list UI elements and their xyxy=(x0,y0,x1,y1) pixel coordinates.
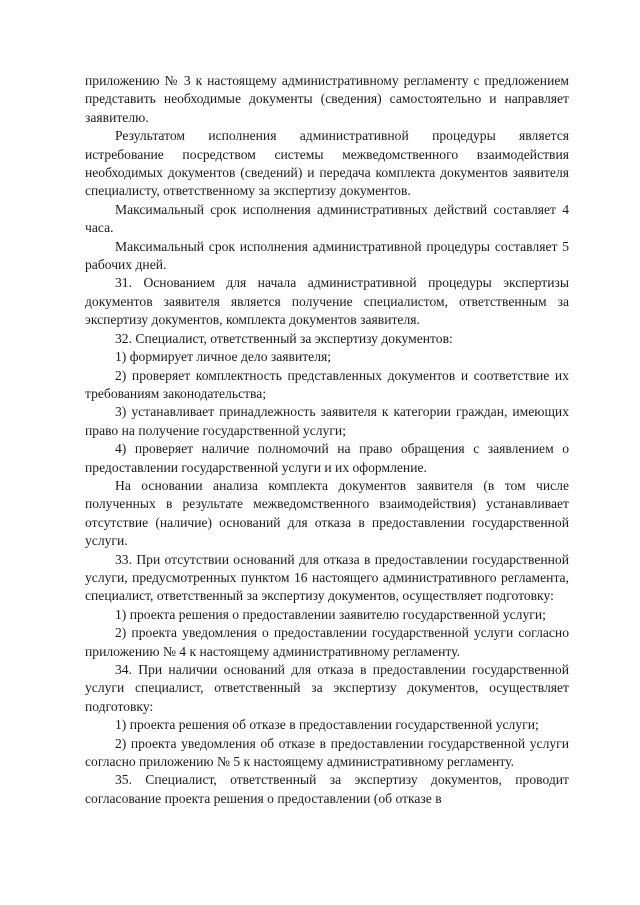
list-item-32-1: 1) формирует личное дело заявителя; xyxy=(115,349,332,365)
paragraph-31: 31. Основанием для начала административной процедуры экспертизы документов заявителя является получение специалистом, ответственным за экспертизу документов, комплекта документов заявителя. xyxy=(85,275,569,328)
list-item-32-4: 4) проверяет наличие полномочий на право обращения с заявлением о предоставлении государственной услуги и их оформление. xyxy=(85,441,569,475)
paragraph-procedure-result: Результатом исполнения административной процедуры является истребование посредством системы межведомственного взаимодействия необходимых документов (сведений) и передача комплекта документов заявителя специалисту, ответственному за экспертизу документов. xyxy=(85,128,569,199)
paragraph-max-time-actions: Максимальный срок исполнения административных действий составляет 4 часа. xyxy=(85,201,569,236)
paragraph-analysis: На основании анализа комплекта документов заявителя (в том числе полученных в результате межведомственного взаимодействия) устанавливает отсутствие (наличие) оснований для отказа в предоставлении государственной услуги. xyxy=(85,477,569,549)
paragraph-continuation: приложению № 3 к настоящему административному регламенту с предложением представить необходимые документы (сведения) самостоятельно и направляет заявителю. xyxy=(85,73,569,125)
paragraph-32: 32. Специалист, ответственный за экспертизу документов: xyxy=(115,330,453,346)
list-item-32-3: 3) устанавливает принадлежность заявителя к категории граждан, имеющих право на получение государственной услуги; xyxy=(85,404,569,438)
list-item-34-1: 1) проекта решения об отказе в предоставлении государственной услуги; xyxy=(115,717,539,733)
list-item-34-2: 2) проекта уведомления об отказе в предоставлении государственной услуги согласно приложению № 5 к настоящему административному регламенту. xyxy=(85,735,569,770)
paragraph-34: 34. При наличии оснований для отказа в предоставлении государственной услуги специалист, ответственный за экспертизу документов, осуществляет подготовку: xyxy=(85,662,569,714)
list-item-33-1: 1) проекта решения о предоставлении заявителю государственной услуги; xyxy=(115,606,546,622)
list-item-33-2: 2) проекта уведомления о предоставлении государственной услуги согласно приложению № 4 к настоящему административному регламенту. xyxy=(85,625,569,659)
paragraph-max-time-procedure: Максимальный срок исполнения административной процедуры составляет 5 рабочих дней. xyxy=(85,238,569,273)
paragraph-35: 35. Специалист, ответственный за экспертизу документов, проводит согласование проекта решения о предоставлении (об отказе в xyxy=(85,772,569,806)
paragraph-33: 33. При отсутствии оснований для отказа в предоставлении государственной услуги, предусмотренных пунктом 16 настоящего административного регламента, специалист, ответственный за экспертизу документов, осуществляет подготовку: xyxy=(85,551,569,604)
document-body xyxy=(85,72,569,808)
list-item-32-2: 2) проверяет комплектность представленных документов и соответствие их требованиям законодательства; xyxy=(85,367,569,401)
